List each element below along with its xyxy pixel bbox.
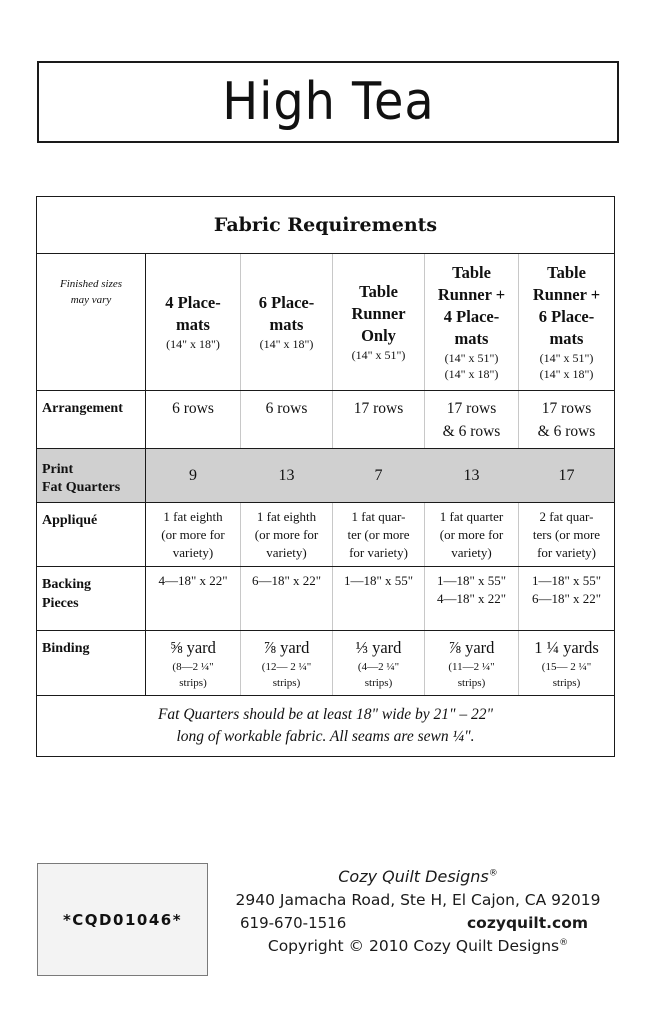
column-title-line: Runner <box>351 304 406 323</box>
binding-strips: strips) <box>457 677 486 689</box>
arrangement-row <box>37 391 614 449</box>
table-cell <box>146 631 240 695</box>
binding-row <box>37 631 614 696</box>
row-label-text: Fat Quarters <box>42 479 121 495</box>
column-title-line: 6 Place- <box>258 293 315 312</box>
column-title-line: mats <box>549 329 584 348</box>
corner-note-line: Finished sizes <box>59 278 123 290</box>
product-code-box <box>37 863 208 976</box>
cell-text: 4—18" x 22" <box>158 573 228 588</box>
cell-text: 1 fat quar- <box>351 509 406 524</box>
column-header <box>146 254 240 390</box>
binding-strips: (4—2 ¼" <box>357 661 400 673</box>
binding-strips: (11—2 ¼" <box>448 661 495 673</box>
product-code: *CQD01046* <box>62 910 183 929</box>
corner-note <box>37 254 146 390</box>
row-label <box>37 449 146 502</box>
applique-row <box>37 503 614 567</box>
cell-text: (or more for <box>439 527 504 542</box>
column-title-line: mats <box>454 329 489 348</box>
cell-text: ter (or more <box>347 527 410 542</box>
table-cell <box>424 503 518 566</box>
page-title: High Tea <box>221 72 435 132</box>
table-cell <box>424 391 518 448</box>
column-size: (14" x 51") <box>539 351 594 365</box>
table-cell <box>424 567 518 630</box>
table-cell <box>240 391 332 448</box>
header-row <box>37 254 614 391</box>
cell-text: 6—18" x 22" <box>251 573 322 588</box>
company-info <box>218 866 618 958</box>
cell-text: 17 rows <box>541 400 592 417</box>
table-cell <box>332 567 424 630</box>
cell-text: & 6 rows <box>442 423 501 440</box>
column-title-line: Only <box>361 326 396 345</box>
cell-text: (or more for <box>254 527 319 542</box>
cell-text: variety) <box>266 545 307 560</box>
cell-text: variety) <box>451 545 492 560</box>
binding-strips: strips) <box>552 677 581 689</box>
cell-text: 6 rows <box>172 400 214 417</box>
cell-text: 1 fat quarter <box>439 509 504 524</box>
binding-amount: ⅓ yard <box>355 638 402 657</box>
table-heading: Fabric Requirements <box>37 197 614 254</box>
table-cell <box>518 449 614 502</box>
title-box <box>37 61 619 143</box>
cell-text: 1 fat eighth <box>256 509 317 524</box>
row-label-text: Binding <box>42 641 90 656</box>
cell-text: for variety) <box>537 545 596 560</box>
binding-strips: (12— 2 ¼" <box>261 661 312 673</box>
company-phone: 619-670-1516 <box>240 914 347 932</box>
binding-strips: (8—2 ¼" <box>172 661 214 673</box>
table-cell <box>332 391 424 448</box>
registered-mark: ® <box>488 868 498 879</box>
company-name: Cozy Quilt Designs <box>338 867 489 886</box>
fabric-requirements-table <box>36 196 615 757</box>
binding-amount: 1 ¼ yards <box>534 638 599 657</box>
row-label <box>37 391 146 448</box>
cell-text: for variety) <box>349 545 408 560</box>
cell-text: variety) <box>172 545 214 560</box>
column-title-line: Table <box>359 282 398 301</box>
cell-text: 6—18" x 22" <box>531 591 602 606</box>
note-line: Fat Quarters should be at least 18" wide by 21" – 22" <box>157 706 494 723</box>
copyright: Copyright © 2010 Cozy Quilt Designs <box>267 937 560 955</box>
column-size: (14" x 51") <box>351 348 406 362</box>
table-cell <box>518 567 614 630</box>
column-title-line: Table <box>547 263 586 282</box>
copyright-line <box>218 934 618 958</box>
binding-strips: strips) <box>272 677 301 689</box>
column-title-line: 6 Place- <box>538 307 595 326</box>
table-cell <box>240 567 332 630</box>
cell-text: 13 <box>278 467 295 484</box>
binding-amount: ⅞ yard <box>263 638 310 657</box>
cell-text: ters (or more <box>532 527 601 542</box>
cell-text: 17 <box>558 467 575 484</box>
backing-row <box>37 567 614 631</box>
table-cell <box>146 449 240 502</box>
cell-text: 1 fat eighth <box>163 509 223 524</box>
row-label-text: Backing <box>42 577 92 592</box>
cell-text: 4—18" x 22" <box>436 591 507 606</box>
table-cell <box>146 567 240 630</box>
fat-quarter-note <box>37 696 614 756</box>
row-label <box>37 631 146 695</box>
cell-text: 2 fat quar- <box>539 509 594 524</box>
cell-text: 9 <box>189 467 197 484</box>
note-line: long of workable fabric. All seams are sewn ¼". <box>176 728 475 745</box>
column-title-line: Runner + <box>437 285 506 304</box>
row-label-text: Appliqué <box>42 513 98 528</box>
table-cell <box>240 503 332 566</box>
binding-strips: (15— 2 ¼" <box>541 661 592 673</box>
table-cell <box>332 449 424 502</box>
column-size: (14" x 18") <box>444 367 499 381</box>
cell-text: 17 rows <box>446 400 497 417</box>
table-cell <box>332 631 424 695</box>
contact-line <box>218 912 618 934</box>
column-size: (14" x 18") <box>259 337 314 351</box>
registered-mark: ® <box>559 937 569 948</box>
table-cell <box>146 391 240 448</box>
binding-strips: strips) <box>179 677 207 689</box>
cell-text: 7 <box>374 467 383 484</box>
column-header <box>424 254 518 390</box>
row-label-text: Pieces <box>42 596 79 611</box>
column-size: (14" x 51") <box>444 351 499 365</box>
row-label <box>37 503 146 566</box>
cell-text: 13 <box>463 467 480 484</box>
row-label <box>37 567 146 630</box>
cell-text: & 6 rows <box>537 423 596 440</box>
table-cell <box>146 503 240 566</box>
cell-text: 17 rows <box>353 400 404 417</box>
column-title-line: 4 Place- <box>165 293 221 312</box>
company-name-line <box>218 866 618 888</box>
row-label-text: Print <box>42 461 74 477</box>
binding-strips: strips) <box>364 677 393 689</box>
cell-text: 1—18" x 55" <box>343 573 414 588</box>
company-website-link[interactable]: cozyquilt.com <box>466 914 588 932</box>
table-cell <box>424 449 518 502</box>
corner-note-line: may vary <box>70 294 112 306</box>
column-title-line: 4 Place- <box>443 307 500 326</box>
table-cell <box>332 503 424 566</box>
company-address: 2940 Jamacha Road, Ste H, El Cajon, CA 92019 <box>235 891 601 909</box>
table-cell <box>518 631 614 695</box>
column-title-line: mats <box>176 315 210 334</box>
table-cell <box>240 449 332 502</box>
table-cell <box>424 631 518 695</box>
binding-amount: ⅝ yard <box>170 638 216 657</box>
cell-text: 1—18" x 55" <box>436 573 507 588</box>
table-cell <box>240 631 332 695</box>
table-cell <box>518 391 614 448</box>
column-size: (14" x 18") <box>539 367 594 381</box>
binding-amount: ⅞ yard <box>448 638 495 657</box>
column-title-line: Runner + <box>532 285 601 304</box>
column-title-line: Table <box>452 263 491 282</box>
column-size: (14" x 18") <box>166 337 220 351</box>
column-header <box>518 254 614 390</box>
table-cell <box>518 503 614 566</box>
cell-text: 1—18" x 55" <box>531 573 602 588</box>
column-header <box>332 254 424 390</box>
row-label-text: Arrangement <box>42 401 123 416</box>
cell-text: 6 rows <box>265 400 308 417</box>
cell-text: (or more for <box>161 527 225 542</box>
column-header <box>240 254 332 390</box>
print-fat-quarters-row <box>37 449 614 503</box>
column-title-line: mats <box>269 315 304 334</box>
